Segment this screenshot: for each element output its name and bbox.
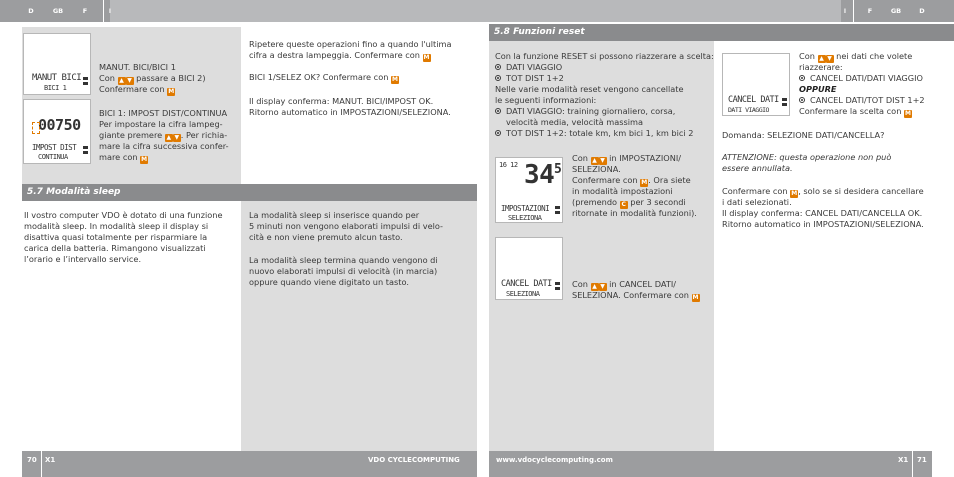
top-bar-right-active	[477, 0, 841, 22]
lcd-text: SELEZIONA	[508, 214, 542, 222]
lcd-indicator	[83, 82, 88, 85]
sleep-paragraph: carica della batteria. Rimangono visualizzati	[24, 243, 206, 253]
lang-tab-gb-left: GB	[52, 7, 64, 15]
manut-confirm: Confermare con M	[99, 84, 175, 95]
sleep-paragraph: l’orario e l’intervallo service.	[24, 254, 142, 264]
lang-tab-d-left: D	[28, 7, 34, 15]
bici1-text: mare la cifra successiva confer-	[99, 141, 229, 151]
bici1-text: Per impostare la cifra lampeg-	[99, 119, 223, 129]
down-arrow-icon: ▼	[174, 134, 180, 141]
down-arrow-icon: ▼	[600, 157, 605, 164]
m-button-icon: M	[141, 156, 148, 163]
bullet-icon	[495, 130, 501, 136]
confirm-text: Ritorno automatico in IMPOSTAZIONI/SELEZIONA.	[722, 219, 924, 229]
lcd-text: CANCEL DATI	[501, 279, 552, 289]
lcd-big-digits: 34	[524, 160, 555, 190]
manut-instruction: Con ▲ ▼ passare a BICI 2)	[99, 73, 206, 84]
impostazioni-text: ritornate in modalità funzioni).	[572, 208, 697, 218]
section-heading-reset: 5.8 Funzioni reset	[489, 24, 954, 41]
page-number-right: 71	[917, 456, 927, 464]
brand-label: VDO CYCLECOMPUTING	[368, 456, 460, 464]
down-arrow-icon: ▼	[827, 55, 832, 62]
lcd-indicator	[555, 211, 560, 214]
sleep-paragraph: oppure quando viene digitato un tasto.	[249, 277, 409, 287]
m-button-icon: M	[392, 76, 398, 83]
footer-divider	[41, 451, 42, 477]
top-divider	[853, 0, 854, 22]
domanda-text: Domanda: SELEZIONE DATI/CANCELLA?	[722, 130, 885, 140]
cancel-dati-text: SELEZIONA. Confermare con M	[572, 290, 699, 301]
riazzerare-bullet: CANCEL DATI/TOT DIST 1+2	[799, 95, 925, 106]
lcd-text: IMPOSTAZIONI	[501, 204, 550, 213]
section-heading-sleep: 5.7 Modalità sleep	[22, 184, 477, 201]
bullet-icon	[495, 108, 501, 114]
reset-bullet: DATI VIAGGIO: training giornaliero, corsa,	[495, 106, 675, 117]
lang-tab-i-left: I	[108, 7, 112, 15]
bici1-title: BICI 1: IMPOST DIST/CONTINUA	[99, 108, 228, 118]
sleep-paragraph: modalità sleep. In modalità sleep il display si	[24, 221, 209, 231]
up-arrow-icon: ▲	[119, 77, 124, 84]
lcd-indicator	[555, 206, 560, 209]
down-arrow-icon: ▼	[127, 77, 132, 84]
bullet-icon	[495, 75, 501, 81]
riazzerare-text: riazzerare:	[799, 62, 843, 72]
lcd-indicator	[83, 146, 88, 149]
bullet-icon	[799, 97, 805, 103]
m-button-icon: M	[423, 54, 430, 61]
reset-text: le seguenti informazioni:	[495, 95, 597, 105]
sleep-paragraph: La modalità sleep termina quando vengono di	[249, 255, 438, 265]
reset-bullet: TOT DIST 1+2: totale km, km bici 1, km bici 2	[495, 128, 693, 139]
sleep-paragraph: nuovo elaborati impulsi di velocità (in marcia)	[249, 266, 438, 276]
lcd-text: CONTINUA	[38, 153, 68, 161]
m-button-icon: M	[692, 294, 699, 301]
lcd-text: SELEZIONA	[506, 290, 540, 298]
up-arrow-icon: ▲	[819, 55, 824, 62]
confirm-text: Confermare con M, solo se si desidera cancellare	[722, 186, 924, 197]
bici1-text: mare con M	[99, 152, 148, 163]
blinking-digit-icon	[32, 122, 40, 134]
lcd-text: MANUT BICI	[32, 73, 82, 83]
c-button-icon: C	[621, 201, 626, 208]
reset-intro: Con la funzione RESET si possono riazzerare a scelta:	[495, 51, 714, 61]
lcd-indicator	[782, 103, 787, 106]
cancel-dati-text: Con ▲ ▼ in CANCEL DATI/	[572, 279, 677, 290]
sleep-paragraph: cità e non viene premuto alcun tasto.	[249, 232, 403, 242]
lcd-indicator	[83, 77, 88, 80]
lcd-display-impostazioni	[495, 157, 563, 223]
display-confirm-text: Ritorno automatico in IMPOSTAZIONI/SELEZIONA.	[249, 107, 451, 117]
attenzione-text: essere annullata.	[722, 163, 793, 173]
reset-text: Nelle varie modalità reset vengono cancellate	[495, 84, 684, 94]
riazzerare-text: Con ▲ ▼ nei dati che volete	[799, 51, 913, 62]
url-label: www.vdocyclecomputing.com	[496, 456, 613, 464]
bici1-text: giante premere ▲ ▼ . Per richia-	[99, 130, 228, 141]
lcd-big-digits: 5	[554, 162, 562, 177]
m-button-icon: M	[641, 179, 648, 186]
sleep-paragraph: La modalità sleep si inserisce quando per	[249, 210, 420, 220]
lcd-digits: 00750	[38, 116, 81, 134]
lcd-display-impost-dist	[23, 99, 91, 164]
sleep-paragraph: 5 minuti non vengono elaborati impulsi di velo-	[249, 221, 444, 231]
m-button-icon: M	[791, 190, 798, 197]
up-arrow-icon: ▲	[592, 157, 597, 164]
footer-divider	[912, 451, 913, 477]
lang-tab-gb-right: GB	[890, 7, 902, 15]
display-confirm-text: Il display conferma: MANUT. BICI/IMPOST OK.	[249, 96, 434, 106]
repeat-text: cifra a destra lampeggia. Confermare con M	[249, 50, 430, 61]
lcd-indicator	[555, 287, 560, 290]
page-number-left: 70	[27, 456, 37, 464]
up-arrow-icon: ▲	[592, 283, 597, 290]
bullet-icon	[799, 75, 805, 81]
lang-tab-f-right: F	[867, 7, 873, 15]
top-bar-left-active	[110, 0, 477, 22]
impostazioni-text: (premendo C per 3 secondi	[572, 197, 686, 208]
impostazioni-text: Confermare con M. Ora siete	[572, 175, 691, 186]
reset-bullet-cont: velocità media, velocità massima	[506, 117, 644, 127]
m-button-icon: M	[168, 88, 175, 95]
lcd-indicator	[555, 282, 560, 285]
lang-tab-i-right: I	[843, 7, 847, 15]
oppure-label: OPPURE	[799, 84, 837, 94]
m-button-icon: M	[905, 110, 911, 117]
riazzerare-text: Confermare la scelta con M	[799, 106, 911, 117]
attenzione-text: ATTENZIONE: questa operazione non può	[722, 152, 892, 162]
impostazioni-text: Con ▲ ▼ in IMPOSTAZIONI/	[572, 153, 681, 164]
reset-bullet: DATI VIAGGIO	[495, 62, 562, 73]
lang-tab-f-left: F	[82, 7, 88, 15]
model-left: X1	[45, 456, 56, 464]
lcd-indicator	[83, 151, 88, 154]
lcd-indicator	[782, 98, 787, 101]
lcd-text: DATI VIAGGIO	[728, 106, 769, 114]
impostazioni-text: SELEZIONA.	[572, 164, 621, 174]
lcd-text: BICI 1	[44, 84, 67, 92]
manut-label: MANUT. BICI/BICI 1	[99, 62, 176, 72]
sleep-paragraph: Il vostro computer VDO è dotato di una funzione	[24, 210, 223, 220]
impostazioni-text: in modalità impostazioni	[572, 186, 673, 196]
bici1-selez-text: BICI 1/SELEZ OK? Confermare con M	[249, 72, 398, 83]
up-arrow-icon: ▲	[166, 134, 172, 141]
reset-bullet: TOT DIST 1+2	[495, 73, 564, 84]
lcd-text: CANCEL DATI	[728, 95, 779, 105]
model-right: X1	[898, 456, 909, 464]
lcd-text: IMPOST DIST	[32, 143, 77, 152]
repeat-text: Ripetere queste operazioni fino a quando l'ultima	[249, 39, 452, 49]
lcd-display-manut-bici	[23, 33, 91, 95]
confirm-text: i dati selezionati.	[722, 197, 792, 207]
lcd-time: 16 12	[499, 161, 518, 169]
riazzerare-bullet: CANCEL DATI/DATI VIAGGIO	[799, 73, 923, 84]
top-divider	[103, 0, 104, 22]
lang-tab-d-right: D	[919, 7, 925, 15]
confirm-text: Il display conferma: CANCEL DATI/CANCELLA OK.	[722, 208, 923, 218]
sleep-paragraph: disattiva quasi totalmente per risparmiare la	[24, 232, 208, 242]
bullet-icon	[495, 64, 501, 70]
lcd-display-cancel-viaggio	[722, 53, 790, 116]
down-arrow-icon: ▼	[600, 283, 605, 290]
lcd-display-cancel-dati	[495, 237, 563, 300]
